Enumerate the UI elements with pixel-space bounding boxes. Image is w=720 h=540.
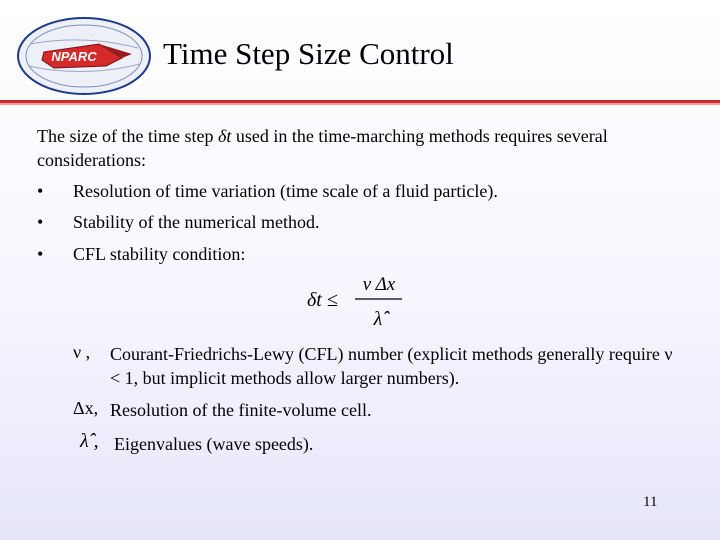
page-number: 11 bbox=[643, 494, 658, 510]
nparc-logo bbox=[14, 14, 154, 98]
bullet-item-cfl: CFL stability condition: bbox=[73, 244, 246, 264]
title-divider-shadow bbox=[0, 103, 720, 105]
intro-symbol: δt bbox=[217, 126, 232, 146]
definition-symbol-lambda: λ̂ , bbox=[80, 430, 99, 452]
definition-symbol-nu: ν , bbox=[73, 342, 91, 362]
slide-title: Time Step Size Control bbox=[163, 36, 454, 71]
bullet-item-stability: Stability of the numerical method. bbox=[73, 212, 320, 232]
definition-text-lambda: Eigenvalues (wave speeds). bbox=[114, 434, 314, 454]
intro-text-part2: used in the time-marching methods requires several considerations: bbox=[37, 126, 608, 170]
cfl-formula bbox=[305, 270, 405, 332]
formula-numerator: ν Δx bbox=[362, 274, 396, 295]
formula-lhs: δt ≤ bbox=[307, 289, 338, 311]
definition-text-dx: Resolution of the finite-volume cell. bbox=[110, 400, 372, 420]
bullet-item-resolution: Resolution of time variation (time scale of a fluid particle). bbox=[73, 181, 498, 201]
definition-text-nu: Courant-Friedrichs-Lewy (CFL) number (explicit methods generally require ν < 1, but implicit methods allow larger numbers). bbox=[110, 344, 673, 388]
formula-denominator: λ̂ bbox=[373, 308, 383, 330]
bullet-marker: • bbox=[37, 212, 44, 232]
definition-symbol-dx: Δx, bbox=[73, 398, 99, 418]
intro-text-part1: The size of the time step bbox=[37, 126, 214, 146]
bullet-marker: • bbox=[37, 181, 44, 201]
logo-text: NPARC bbox=[51, 49, 97, 64]
intro-paragraph bbox=[37, 124, 677, 172]
bullet-marker: • bbox=[37, 244, 44, 264]
